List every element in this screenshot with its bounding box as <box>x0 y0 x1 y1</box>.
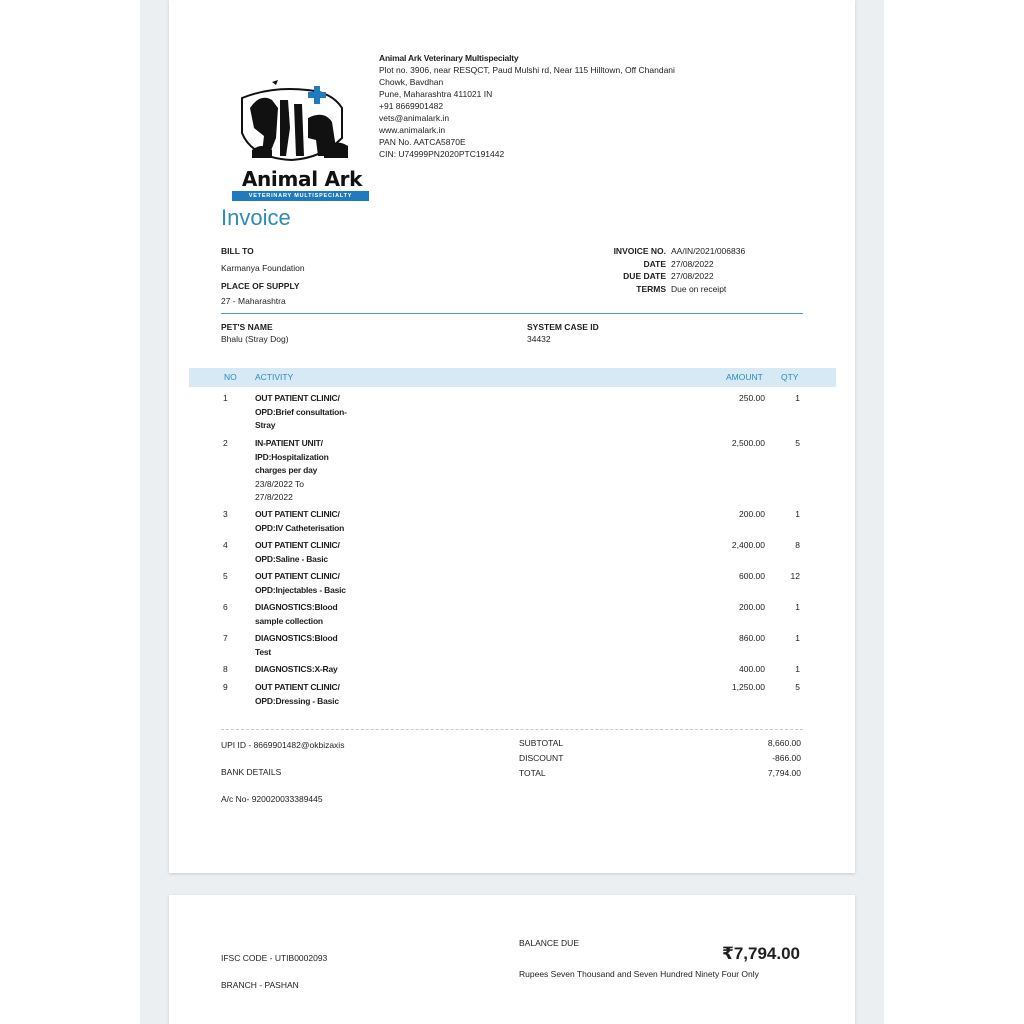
account-number: A/c No- 920020033389445 <box>221 794 323 804</box>
row-number: 8 <box>223 664 228 674</box>
subtotal-row: SUBTOTAL 8,660.00 <box>519 738 801 748</box>
company-phone: +91 8669901482 <box>379 101 444 111</box>
row-qty: 8 <box>795 540 800 550</box>
row-number: 3 <box>223 509 228 519</box>
row-amount: 2,500.00 <box>731 438 765 448</box>
activity-line: OUT PATIENT CLINIC/ <box>255 571 340 581</box>
pet-block <box>221 321 289 345</box>
activity-line: OPD:IV Catheterisation <box>255 522 345 533</box>
row-amount: 600.00 <box>739 571 765 581</box>
animals-silhouette-icon <box>232 78 372 168</box>
total-row: TOTAL 7,794.00 <box>519 768 801 778</box>
activity-line: Stray <box>255 420 276 430</box>
activity-line: DIAGNOSTICS:Blood <box>255 633 338 643</box>
activity-line: DIAGNOSTICS:X-Ray <box>255 664 338 674</box>
place-of-supply-label: PLACE OF SUPPLY <box>221 281 300 291</box>
ifsc-code: IFSC CODE - UTIB0002093 <box>221 953 328 963</box>
meta-row-terms: TERMS Due on receipt <box>636 283 727 294</box>
activity-line: OUT PATIENT CLINIC/ <box>255 509 340 519</box>
pet-name-label: PET'S NAME <box>221 322 273 332</box>
row-activity <box>255 681 365 708</box>
row-number: 4 <box>223 540 228 550</box>
activity-line: OPD:Dressing - Basic <box>255 695 339 706</box>
upi-id: UPI ID - 8669901482@okbizaxis <box>221 740 345 750</box>
activity-line: DIAGNOSTICS:Blood <box>255 602 338 612</box>
logo-tagline: VETERINARY MULTISPECIALTY <box>232 191 369 201</box>
row-activity <box>255 570 365 597</box>
logo-wordmark: Animal Ark <box>241 167 363 191</box>
company-name: Animal Ark Veterinary Multispecialty <box>379 53 519 63</box>
activity-line: Test <box>255 646 272 657</box>
row-number: 6 <box>223 602 228 612</box>
company-pan: PAN No. AATCA5870E <box>379 137 466 147</box>
invoice-page-2 <box>169 895 855 1024</box>
bill-to-value: Karmanya Foundation <box>221 263 305 273</box>
row-qty: 12 <box>790 571 800 581</box>
company-cin: CIN: U74999PN2020PTC191442 <box>379 149 505 159</box>
row-amount: 200.00 <box>739 602 765 612</box>
invoice-meta <box>576 245 753 295</box>
activity-line: OPD:Saline - Basic <box>255 553 328 564</box>
items-table-header <box>189 368 836 387</box>
company-address-line-3: Pune, Maharashtra 411021 IN <box>379 89 493 99</box>
header-divider <box>221 313 803 314</box>
bill-to-block <box>221 245 305 307</box>
bill-to-label: BILL TO <box>221 246 254 256</box>
row-amount: 1,250.00 <box>731 682 765 692</box>
case-id-label: SYSTEM CASE ID <box>527 322 599 332</box>
row-qty: 1 <box>795 602 800 612</box>
row-activity <box>255 508 365 535</box>
row-activity <box>255 392 365 433</box>
meta-row-date: DATE 27/08/2022 <box>643 258 714 269</box>
row-number: 2 <box>223 438 228 448</box>
row-qty: 1 <box>795 633 800 643</box>
activity-line: OUT PATIENT CLINIC/ <box>255 682 340 692</box>
row-number: 7 <box>223 633 228 643</box>
activity-line: IPD:Hospitalization <box>255 451 329 462</box>
invoice-title: Invoice <box>221 205 291 230</box>
balance-due-amount: ₹7,794.00 <box>721 944 800 963</box>
meta-row-invoice-no: INVOICE NO. AA/IN/2021/006836 <box>613 246 746 256</box>
row-amount: 250.00 <box>739 393 765 403</box>
case-block <box>527 321 599 345</box>
company-email: vets@animalark.in <box>379 113 450 123</box>
activity-line: sample collection <box>255 615 323 626</box>
company-logo <box>232 78 372 203</box>
company-info <box>379 52 709 160</box>
row-qty: 1 <box>795 393 800 403</box>
activity-line: charges per day <box>255 465 318 475</box>
balance-due-label: BALANCE DUE <box>519 938 579 948</box>
table-end-divider <box>221 729 803 730</box>
invoice-page-1 <box>169 0 855 873</box>
activity-line: OUT PATIENT CLINIC/ <box>255 393 340 403</box>
row-activity <box>255 539 365 566</box>
header-qty: QTY <box>781 372 799 382</box>
branch-name: BRANCH - PASHAN <box>221 980 299 990</box>
row-number: 9 <box>223 682 228 692</box>
activity-line: IN-PATIENT UNIT/ <box>255 438 323 448</box>
row-amount: 200.00 <box>739 509 765 519</box>
activity-detail: 27/8/2022 <box>255 492 293 502</box>
row-activity <box>255 632 365 659</box>
discount-row: DISCOUNT -866.00 <box>519 753 801 763</box>
header-amount: AMOUNT <box>726 372 763 382</box>
row-qty: 5 <box>795 438 800 448</box>
row-qty: 1 <box>795 509 800 519</box>
row-qty: 5 <box>795 682 800 692</box>
row-amount: 400.00 <box>739 664 765 674</box>
row-amount: 2,400.00 <box>731 540 765 550</box>
company-website: www.animalark.in <box>379 125 446 135</box>
header-no: NO <box>224 372 237 382</box>
meta-row-due-date: DUE DATE 27/08/2022 <box>623 271 714 281</box>
company-address-line-2: Chowk, Bavdhan <box>379 77 444 87</box>
row-amount: 860.00 <box>739 633 765 643</box>
pet-name-value: Bhalu (Stray Dog) <box>221 334 289 344</box>
place-of-supply-value: 27 - Maharashtra <box>221 296 286 306</box>
row-activity <box>255 601 365 628</box>
row-qty: 1 <box>795 664 800 674</box>
row-activity <box>255 663 365 677</box>
row-activity <box>255 437 365 505</box>
activity-detail: 23/8/2022 To <box>255 478 304 489</box>
balance-in-words: Rupees Seven Thousand and Seven Hundred Ninety Four Only <box>519 969 759 979</box>
bank-details-label: BANK DETAILS <box>221 767 282 777</box>
totals-block <box>519 737 801 782</box>
activity-line: OPD:Brief consultation- <box>255 406 347 417</box>
row-number: 1 <box>223 393 228 403</box>
company-address-line-1: Plot no. 3906, near RESQCT, Paud Mulshi rd, Near 115 Hilltown, Off Chandani <box>379 65 675 75</box>
activity-line: OUT PATIENT CLINIC/ <box>255 540 340 550</box>
case-id-value: 34432 <box>527 334 551 344</box>
row-number: 5 <box>223 571 228 581</box>
header-activity: ACTIVITY <box>255 372 294 382</box>
activity-line: OPD:Injectables - Basic <box>255 584 346 595</box>
